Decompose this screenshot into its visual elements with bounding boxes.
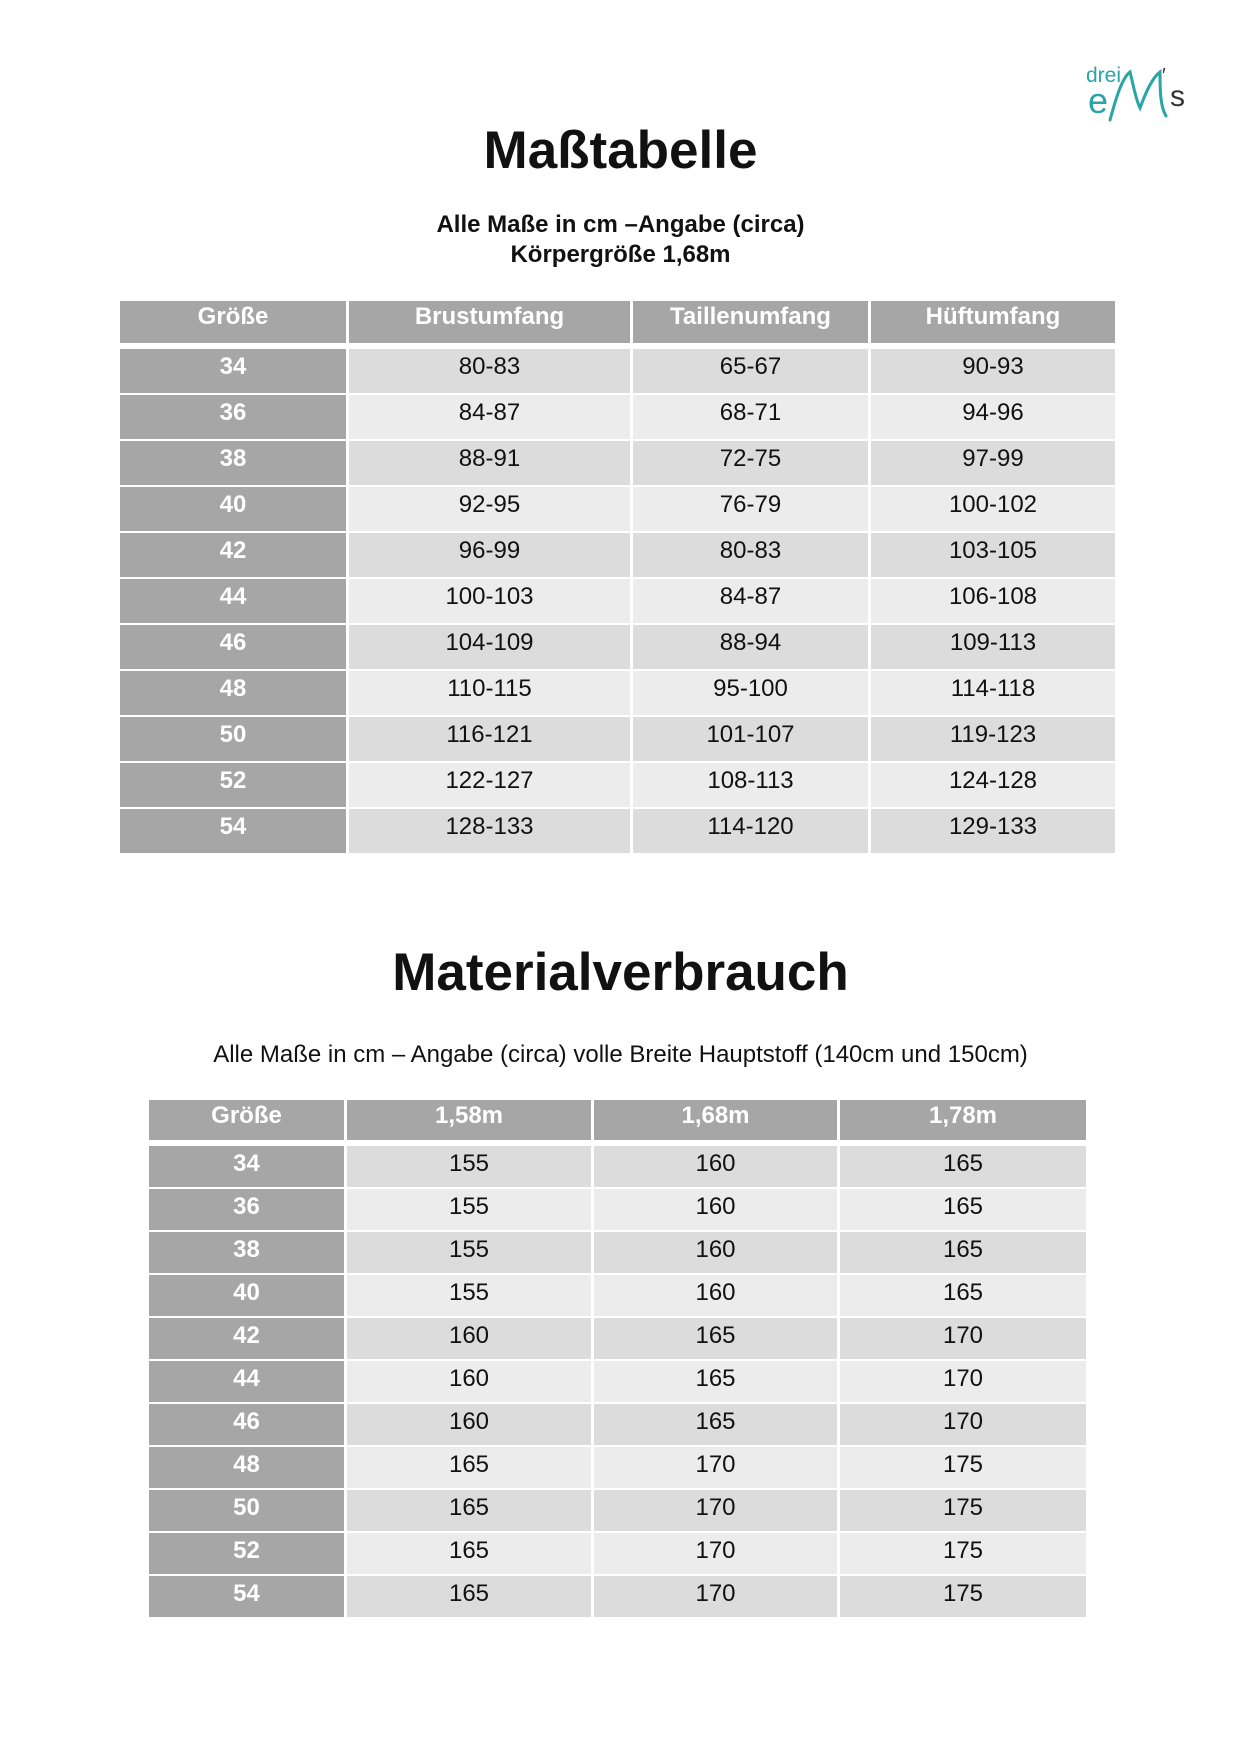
material-table-header-cell: Größe	[149, 1100, 347, 1146]
material-table-value-cell: 175	[840, 1447, 1086, 1490]
size-table-body-height: Körpergröße 1,68m	[510, 241, 731, 268]
material-table-header-row	[149, 1100, 1086, 1146]
size-table-subtitle: Alle Maße in cm –Angabe (circa)	[436, 211, 805, 238]
material-table-size-cell: 40	[149, 1275, 347, 1318]
size-table-value-cell: 108-113	[633, 763, 871, 809]
svg-text:e: e	[1088, 80, 1109, 121]
material-table-header-cell: 1,58m	[347, 1100, 594, 1146]
material-table-row	[149, 1361, 1086, 1404]
size-table-size-cell: 50	[120, 717, 349, 763]
size-table-value-cell: 104-109	[349, 625, 633, 671]
size-table-size-cell: 36	[120, 395, 349, 441]
size-table-value-cell: 103-105	[871, 533, 1115, 579]
material-table-row	[149, 1404, 1086, 1447]
material-table-value-cell: 175	[840, 1576, 1086, 1619]
material-table-row	[149, 1576, 1086, 1619]
brand-logo	[1086, 58, 1206, 128]
material-table-value-cell: 165	[347, 1490, 594, 1533]
material-table-value-cell: 170	[594, 1533, 840, 1576]
size-table-value-cell: 124-128	[871, 763, 1115, 809]
material-table-header-cell: 1,68m	[594, 1100, 840, 1146]
size-table-value-cell: 129-133	[871, 809, 1115, 855]
size-table-row	[120, 441, 1115, 487]
size-table-value-cell: 76-79	[633, 487, 871, 533]
material-table-value-cell: 165	[840, 1189, 1086, 1232]
material-table-row	[149, 1447, 1086, 1490]
size-table-size-cell: 40	[120, 487, 349, 533]
material-table-value-cell: 175	[840, 1533, 1086, 1576]
material-table-size-cell: 54	[149, 1576, 347, 1619]
size-table-value-cell: 100-102	[871, 487, 1115, 533]
size-table-size-cell: 42	[120, 533, 349, 579]
material-table-value-cell: 160	[594, 1146, 840, 1189]
size-table-row	[120, 349, 1115, 395]
material-table-value-cell: 165	[840, 1275, 1086, 1318]
material-table-size-cell: 48	[149, 1447, 347, 1490]
material-table-row	[149, 1189, 1086, 1232]
size-table-size-cell: 48	[120, 671, 349, 717]
size-table-size-cell: 34	[120, 349, 349, 395]
material-table-value-cell: 160	[347, 1404, 594, 1447]
size-table-value-cell: 106-108	[871, 579, 1115, 625]
size-table-row	[120, 763, 1115, 809]
material-table-value-cell: 165	[347, 1533, 594, 1576]
material-table-title: Materialverbrauch	[392, 943, 849, 1002]
material-table-row	[149, 1275, 1086, 1318]
material-table-row	[149, 1490, 1086, 1533]
size-table-value-cell: 90-93	[871, 349, 1115, 395]
size-table-title: Maßtabelle	[483, 121, 758, 180]
size-table-header-cell: Taillenumfang	[633, 301, 871, 349]
size-table-value-cell: 88-91	[349, 441, 633, 487]
material-table-value-cell: 160	[594, 1232, 840, 1275]
size-table-row	[120, 487, 1115, 533]
size-table-header-cell: Größe	[120, 301, 349, 349]
size-table-value-cell: 92-95	[349, 487, 633, 533]
size-table-value-cell: 122-127	[349, 763, 633, 809]
size-table-row	[120, 395, 1115, 441]
material-table-value-cell: 160	[594, 1189, 840, 1232]
size-table-size-cell: 38	[120, 441, 349, 487]
material-table-size-cell: 52	[149, 1533, 347, 1576]
material-table-value-cell: 165	[840, 1146, 1086, 1189]
size-table-value-cell: 72-75	[633, 441, 871, 487]
size-table	[120, 301, 1115, 855]
material-table-value-cell: 170	[840, 1361, 1086, 1404]
material-table-value-cell: 170	[840, 1318, 1086, 1361]
material-table-size-cell: 36	[149, 1189, 347, 1232]
material-table-value-cell: 160	[594, 1275, 840, 1318]
size-table-size-cell: 54	[120, 809, 349, 855]
material-table-value-cell: 170	[594, 1490, 840, 1533]
material-table-value-cell: 160	[347, 1361, 594, 1404]
svg-text:′: ′	[1162, 65, 1166, 87]
size-table-value-cell: 65-67	[633, 349, 871, 395]
size-table-value-cell: 84-87	[633, 579, 871, 625]
size-table-value-cell: 94-96	[871, 395, 1115, 441]
size-table-header-cell: Brustumfang	[349, 301, 633, 349]
material-table-row	[149, 1533, 1086, 1576]
size-table-row	[120, 809, 1115, 855]
material-table-size-cell: 34	[149, 1146, 347, 1189]
material-table-value-cell: 155	[347, 1146, 594, 1189]
material-table-size-cell: 50	[149, 1490, 347, 1533]
material-table-value-cell: 165	[347, 1576, 594, 1619]
size-table-value-cell: 119-123	[871, 717, 1115, 763]
size-table-value-cell: 114-118	[871, 671, 1115, 717]
size-table-value-cell: 109-113	[871, 625, 1115, 671]
material-table-value-cell: 165	[840, 1232, 1086, 1275]
material-table-value-cell: 155	[347, 1275, 594, 1318]
size-table-header-cell: Hüftumfang	[871, 301, 1115, 349]
material-table-value-cell: 160	[347, 1318, 594, 1361]
size-table-value-cell: 116-121	[349, 717, 633, 763]
size-table-row	[120, 625, 1115, 671]
material-table-value-cell: 165	[594, 1361, 840, 1404]
material-table	[149, 1100, 1086, 1619]
size-table-value-cell: 101-107	[633, 717, 871, 763]
size-table-row	[120, 579, 1115, 625]
material-table-row	[149, 1318, 1086, 1361]
brand-logo-mark	[1086, 58, 1206, 128]
size-table-value-cell: 80-83	[633, 533, 871, 579]
material-table-value-cell: 170	[594, 1447, 840, 1490]
size-table-value-cell: 95-100	[633, 671, 871, 717]
size-table-row	[120, 533, 1115, 579]
size-table-value-cell: 68-71	[633, 395, 871, 441]
size-table-value-cell: 88-94	[633, 625, 871, 671]
svg-text:drei: drei	[1086, 64, 1122, 87]
size-table-value-cell: 114-120	[633, 809, 871, 855]
size-table-size-cell: 44	[120, 579, 349, 625]
size-table-value-cell: 84-87	[349, 395, 633, 441]
material-table-size-cell: 38	[149, 1232, 347, 1275]
material-table-value-cell: 165	[594, 1404, 840, 1447]
size-table-value-cell: 96-99	[349, 533, 633, 579]
material-table-value-cell: 175	[840, 1490, 1086, 1533]
material-table-subtitle: Alle Maße in cm – Angabe (circa) volle Breite Hauptstoff (140cm und 150cm)	[213, 1041, 1028, 1068]
material-table-size-cell: 46	[149, 1404, 347, 1447]
material-table-size-cell: 44	[149, 1361, 347, 1404]
material-table-size-cell: 42	[149, 1318, 347, 1361]
size-table-value-cell: 97-99	[871, 441, 1115, 487]
material-table-header-cell: 1,78m	[840, 1100, 1086, 1146]
material-table-row	[149, 1232, 1086, 1275]
material-table-value-cell: 155	[347, 1232, 594, 1275]
size-table-header-row	[120, 301, 1115, 349]
material-table-value-cell: 170	[594, 1576, 840, 1619]
size-table-row	[120, 671, 1115, 717]
svg-text:s: s	[1170, 80, 1185, 113]
size-table-size-cell: 46	[120, 625, 349, 671]
size-table-value-cell: 80-83	[349, 349, 633, 395]
size-table-size-cell: 52	[120, 763, 349, 809]
material-table-value-cell: 165	[594, 1318, 840, 1361]
size-table-row	[120, 717, 1115, 763]
size-table-value-cell: 128-133	[349, 809, 633, 855]
size-table-value-cell: 110-115	[349, 671, 633, 717]
material-table-value-cell: 165	[347, 1447, 594, 1490]
size-table-value-cell: 100-103	[349, 579, 633, 625]
material-table-row	[149, 1146, 1086, 1189]
material-table-value-cell: 155	[347, 1189, 594, 1232]
material-table-value-cell: 170	[840, 1404, 1086, 1447]
